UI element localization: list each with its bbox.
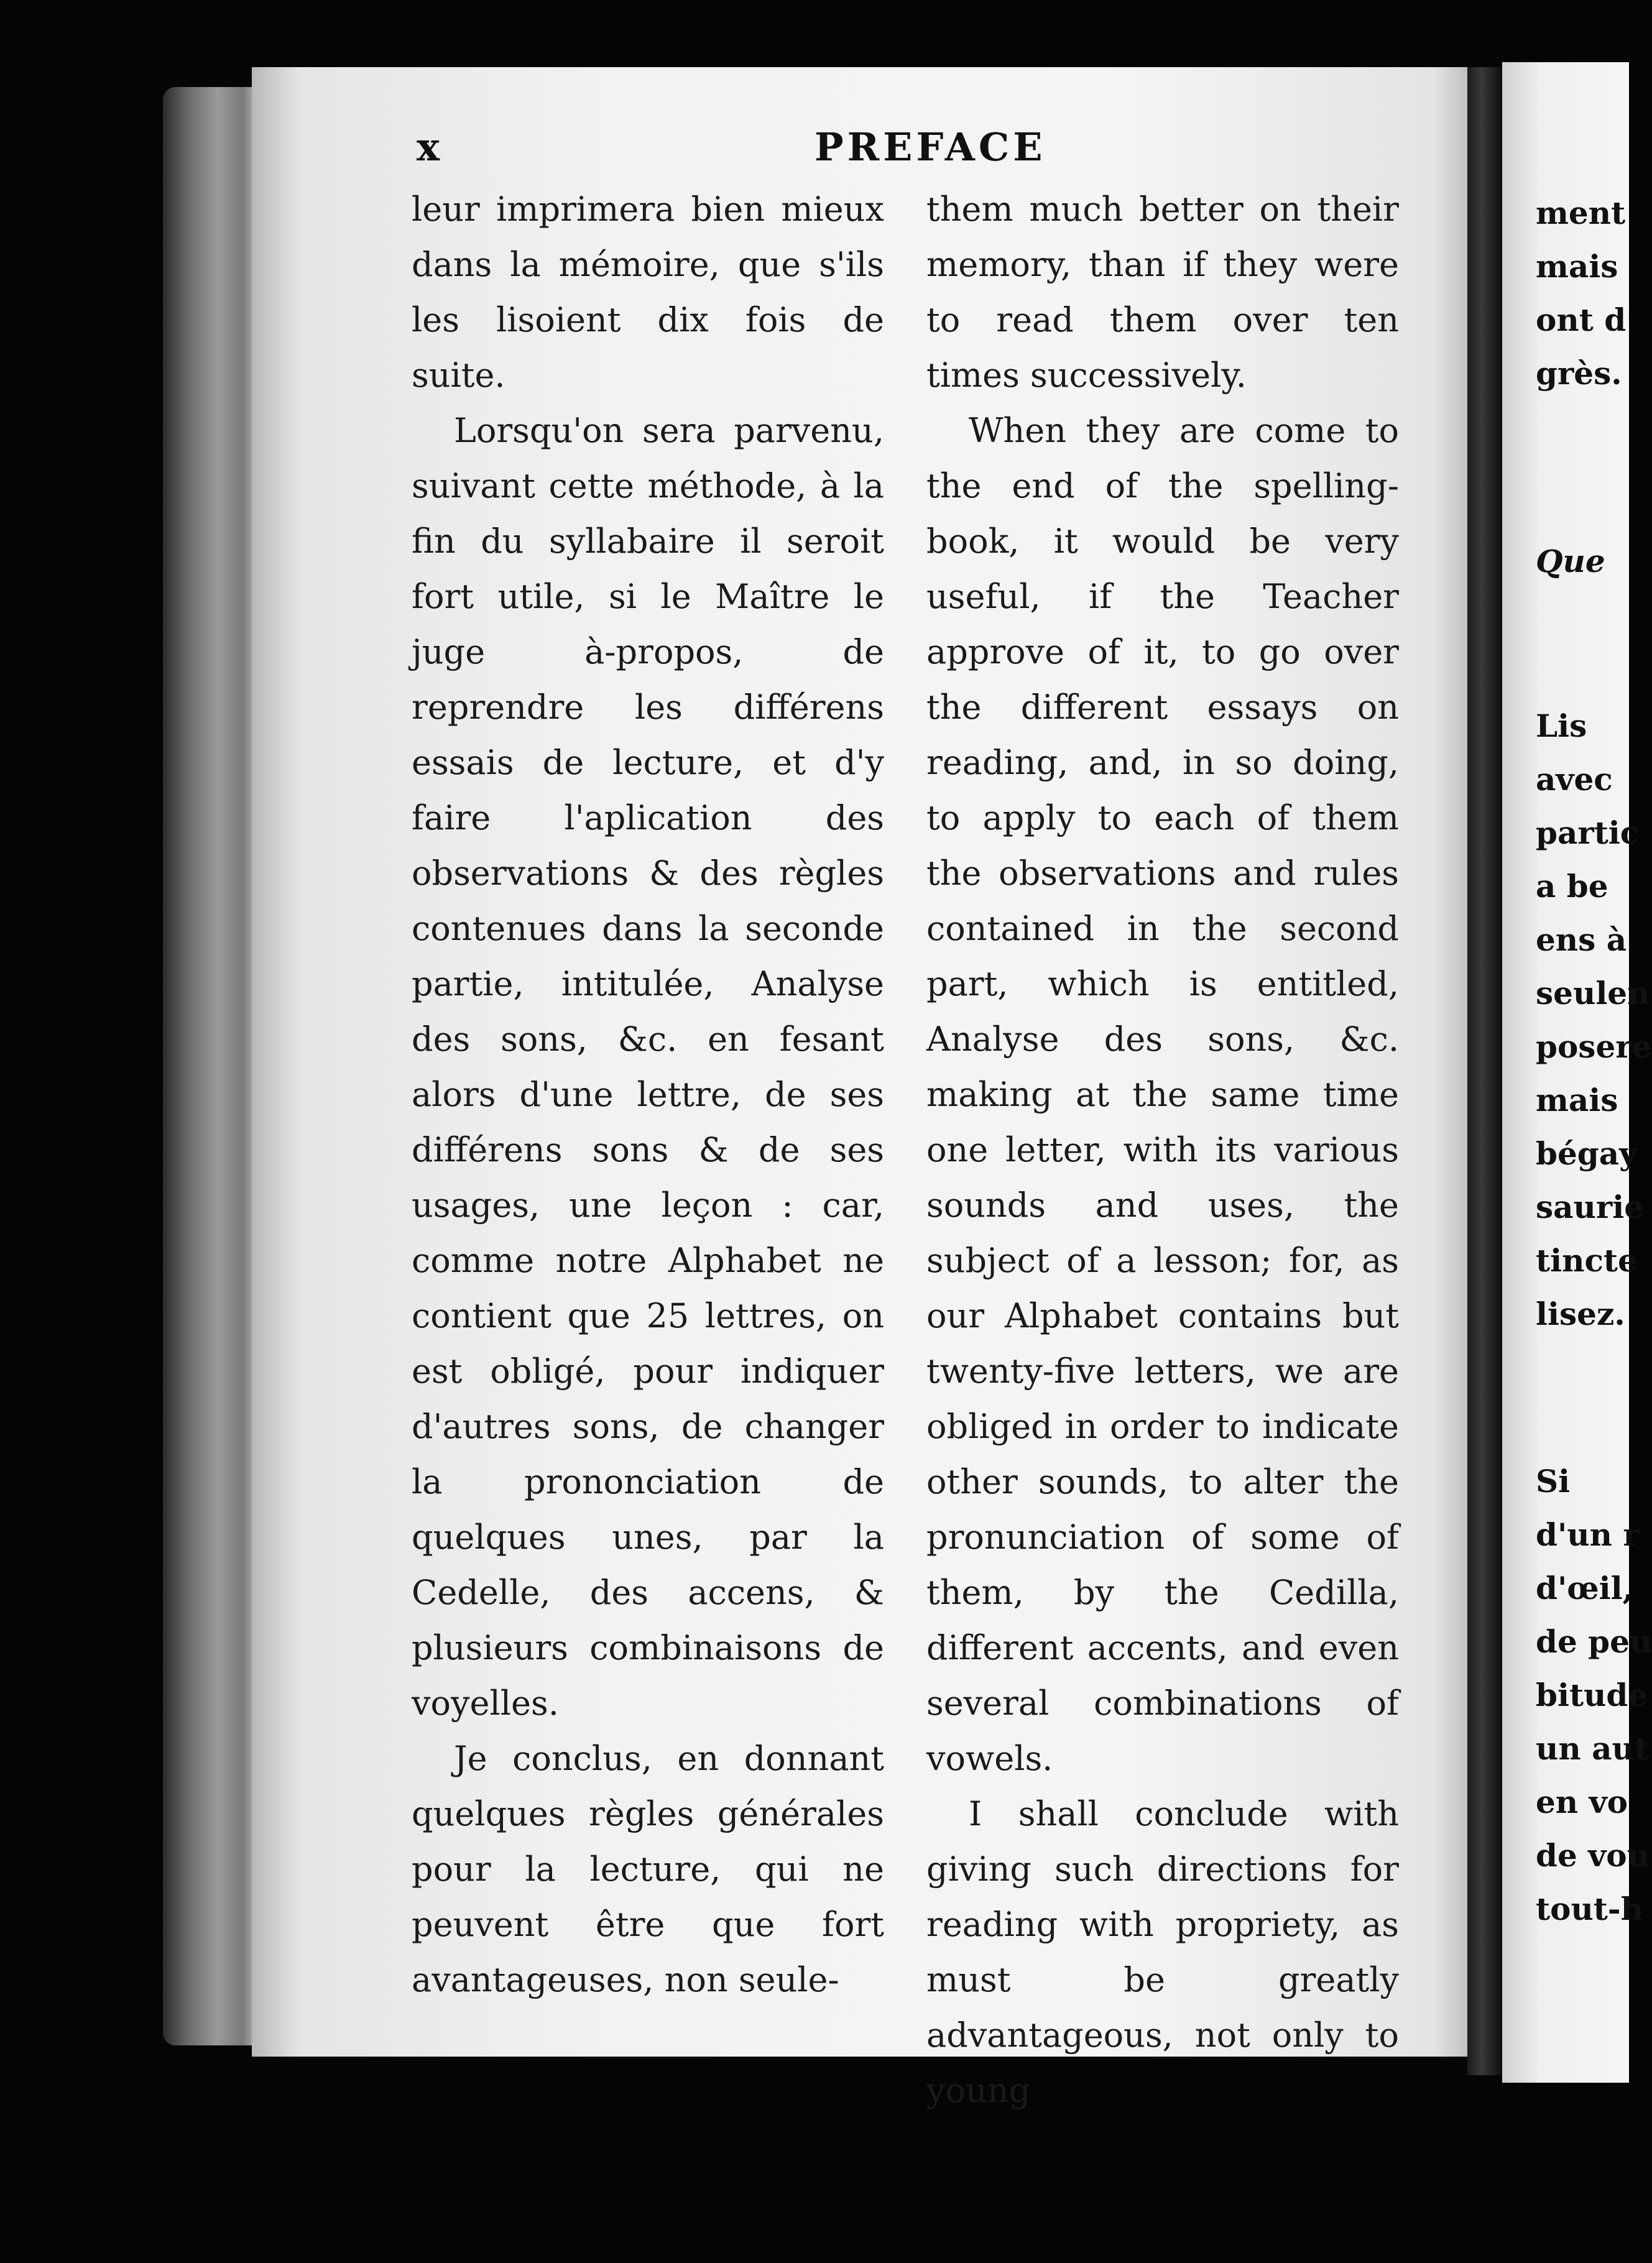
fragment-line: a be [1536,868,1608,905]
fragment-line: saurie [1536,1189,1645,1225]
english-paragraph: When they are come to the end of the spelling-book, it would be very useful, if the Teacher approve of it, to go over the different essays on reading, and, in so doing, to apply to each of them the observations and rules contained in the second part, which is entitled, Analyse des sons, &c. making at the same time one letter, with its various sounds and uses, the subject of a lesson; for, as our Alphabet contains but twenty-five letters, we are obliged in order to indicate other sounds, to alter the pronunciation of some of them, by the Cedilla, different accents, and even several combinations of vowels. [926,411,1399,1778]
running-head: PREFACE [814,124,1046,170]
fragment-line: de vou [1536,1837,1650,1874]
fragment-line: Que [1536,543,1605,579]
next-page-fragment-1 [1536,187,1641,400]
fragment-line: de peu [1536,1623,1652,1660]
fragment-line: ont d [1536,302,1627,338]
fragment-line: Si [1536,1463,1571,1500]
french-paragraph: Je conclus, en donnant quelques règles générales pour la lecture, qui ne peuvent être que fort avantageuses, non seule- [412,1739,884,1999]
english-paragraph: them much better on their memory, than if they were to read them over ten times successively. [926,190,1399,395]
english-text-column [926,182,1399,2118]
fragment-line: avec [1536,761,1613,798]
fragment-line: en vo [1536,1784,1628,1820]
fragment-line: seulen [1536,975,1650,1012]
fragment-line: d'œil, [1536,1570,1634,1606]
page-number: x [417,124,443,170]
next-page-fragment-4 [1536,1455,1652,1936]
fragment-line: tout-h [1536,1891,1643,1927]
fragment-line: d'un r [1536,1516,1640,1553]
fragment-line: posere [1536,1028,1652,1065]
fragment-line: partic [1536,814,1640,851]
page-gutter [1467,67,1502,2075]
fragment-line: lisez. [1536,1296,1625,1332]
fragment-line: grès. [1536,355,1622,392]
fragment-line: ens à [1536,921,1627,958]
fragment-line: tincte [1536,1242,1638,1279]
fragment-line: mais [1536,248,1618,285]
english-paragraph: I shall conclude with giving such directions for reading with propriety, as must be greatly advantageous, not only to young [926,1794,1399,2110]
fragment-line: mais [1536,1082,1618,1118]
fragment-line: un aut [1536,1730,1649,1767]
next-page-fragment-3 [1536,699,1652,1341]
fragment-line: Lis [1536,707,1587,744]
next-page-fragment-2 [1536,535,1641,588]
french-paragraph: leur imprimera bien mieux dans la mémoire, que s'ils les lisoient dix fois de suite. [412,190,884,395]
french-text-column [412,182,884,2007]
fragment-line: bitude [1536,1677,1648,1713]
fragment-line: ment [1536,195,1626,231]
french-paragraph: Lorsqu'on sera parvenu, suivant cette méthode, à la fin du syllabaire il seroit fort utile, si le Maître le juge à-propos, de reprendre les différens essais de lecture, et d'y faire l'aplication des observations & des règles contenues dans la seconde partie, intitulée, Analyse des sons, &c. en fesant alors d'une lettre, de ses différens sons & de ses usages, une leçon : car, comme notre Alphabet ne contient que 25 lettres, on est obligé, pour indiquer d'autres sons, de changer la prononciation de quelques unes, par la Cedelle, des accens, & plusieurs combinaisons de voyelles. [412,411,884,1723]
book-spine [163,87,262,2045]
page-header [417,124,1411,180]
fragment-line: bégay [1536,1135,1638,1172]
